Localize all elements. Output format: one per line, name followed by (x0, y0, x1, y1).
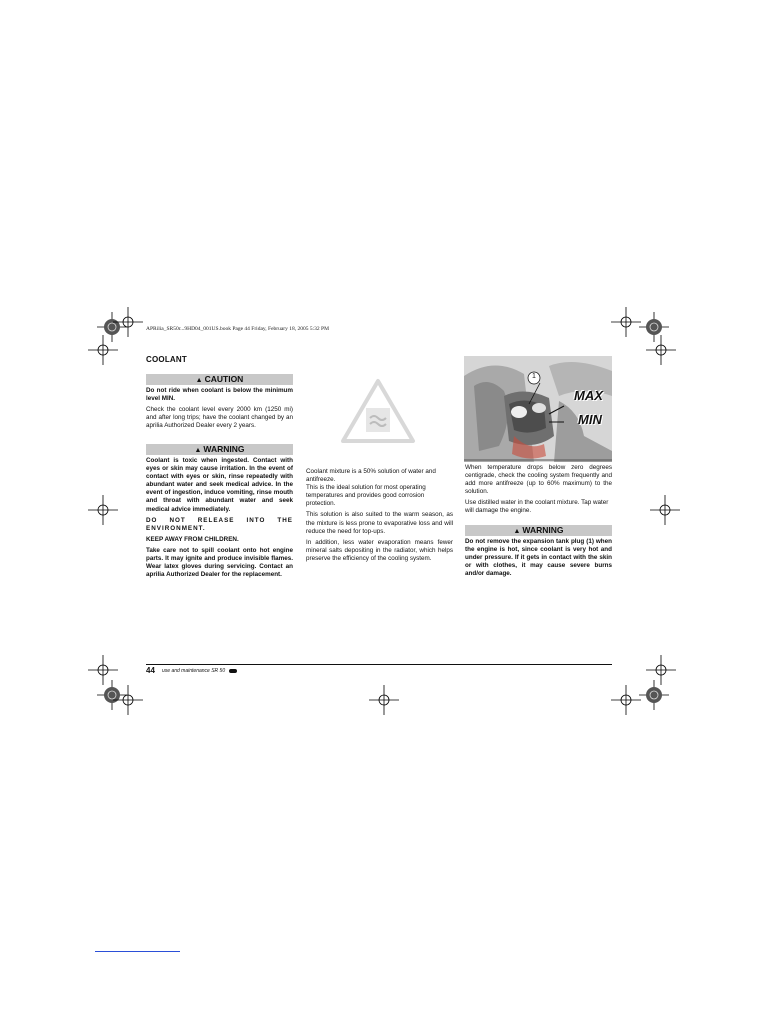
coolant-warning-watermark-icon (340, 378, 416, 444)
link-underline[interactable] (95, 951, 180, 952)
max-level-label: MAX (574, 388, 603, 403)
warning-text-children: KEEP AWAY FROM CHILDREN. (146, 535, 239, 543)
motorcycle-photo (464, 356, 612, 462)
middle-paragraph-2: This is the ideal solution for most operating temperatures and provides good corrosion protection. (306, 484, 426, 508)
footer-rule (146, 664, 612, 665)
right-paragraph-2: Use distilled water in the coolant mixture. Tap water will damage the engine. (465, 499, 609, 515)
middle-paragraph-3: This solution is also suited to the warm season, as the mixture is less prone to evaporative loss and will reduce the need for top-ups. (306, 511, 453, 535)
caution-label: CAUTION (204, 374, 244, 384)
caution-text: Check the coolant level every 2000 km (1250 mi) and after long trips; have the coolant changed by an aprilia Authorized Dealer every 2 years. (146, 406, 293, 430)
caution-block (146, 387, 293, 433)
right-column (465, 464, 612, 519)
page-number: 44 (146, 666, 155, 675)
middle-paragraph-4: In addition, less water evaporation means fewer mineral salts depositing in the radiator, which helps preserve the efficiency of the cooling system. (306, 538, 453, 562)
brand-logo-icon (229, 669, 237, 673)
warning-block-2 (465, 538, 612, 581)
crosshair-mark (650, 495, 680, 525)
warning-label-2: WARNING (522, 525, 564, 535)
crosshair-mark (646, 335, 676, 365)
min-level-label: MIN (578, 412, 602, 427)
crosshair-mark (88, 335, 118, 365)
footer-manual-title: use and maintenance SR 50 (162, 668, 226, 674)
warning-label: WARNING (203, 444, 245, 454)
expansion-tank-figure (464, 356, 612, 462)
warning-bar (146, 444, 293, 455)
warning-text-toxic: Coolant is toxic when ingested. Contact with eyes or skin may cause irritation. In the event of contact with eyes or skin, rinse repeatedly with abundant water and seek medical advice. In the event of ingestion, induce vomiting, rinse mouth and throat with abundant water and seek medical advice immediately. (146, 457, 293, 513)
caution-bar (146, 374, 293, 385)
footer-text (162, 668, 237, 674)
crosshair-mark (646, 655, 676, 685)
crosshair-mark (113, 307, 143, 337)
section-title: COOLANT (146, 355, 187, 364)
warning-text-expansion-tank: Do not remove the expansion tank plug (1) when the engine is hot, since coolant is very hot and under pressure. If it gets in contact with the skin or with clothes, it may cause severe burns and/or damage. (465, 538, 612, 578)
warning-block (146, 457, 293, 582)
warning-bar-2 (465, 525, 612, 536)
middle-column (306, 468, 453, 566)
warning-text-environment: DO NOT RELEASE INTO THE ENVIRONMENT. (146, 516, 293, 532)
warning-triangle-icon: ▲ (194, 447, 202, 454)
caution-bold-text: Do not ride when coolant is below the minimum level MIN. (146, 387, 293, 403)
crosshair-mark (88, 655, 118, 685)
figure-callout-1: 1 (532, 373, 536, 380)
crosshair-mark (611, 307, 641, 337)
warning-text-spill: Take care not to spill coolant onto hot engine parts. It may ignite and produce invisible flames. Wear latex gloves during servicing. Contact an aprilia Authorized Dealer for the replacement. (146, 546, 293, 579)
middle-paragraph-1: Coolant mixture is a 50% solution of water and antifreeze. (306, 468, 436, 484)
right-paragraph-1: When temperature drops below zero degrees centigrade, check the cooling system frequently and add more antifreeze (up to 60% maximum) to the solution. (465, 464, 612, 496)
crosshair-mark (113, 685, 143, 715)
warning-triangle-icon: ▲ (195, 377, 203, 384)
crosshair-mark (369, 685, 399, 715)
warning-triangle-icon: ▲ (513, 528, 521, 535)
crosshair-mark (611, 685, 641, 715)
file-info-line: APRilia_SR50r...9HD04_001US.book Page 44 Friday, February 18, 2005 5:32 PM (146, 326, 329, 332)
crosshair-mark (88, 495, 118, 525)
